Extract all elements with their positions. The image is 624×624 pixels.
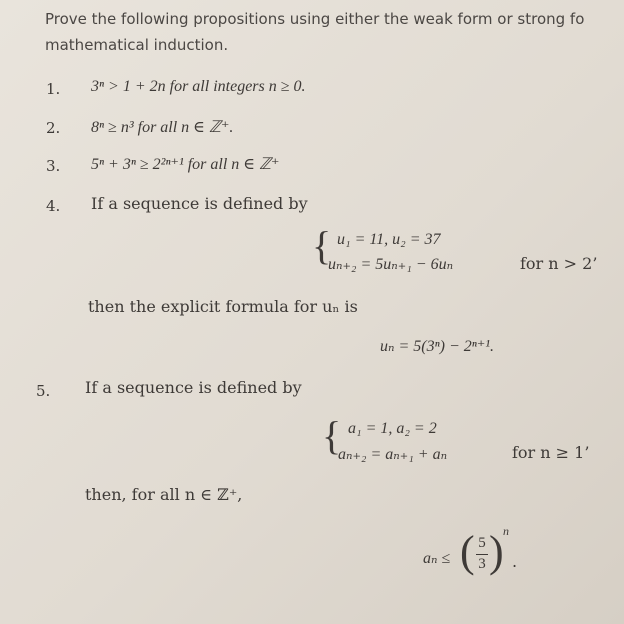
item-2-number: 2. — [46, 119, 61, 137]
item-5-brace: { — [322, 413, 342, 458]
left-paren: ( — [460, 527, 475, 576]
item-4-number: 4. — [46, 197, 61, 215]
item-5-system-line-1: a₁ = 1, a₂ = 2 — [348, 420, 437, 437]
fraction-bar — [476, 554, 488, 555]
item-4-condition: for n > 2’ — [520, 254, 598, 273]
item-5-then: then, for all n ∈ ℤ⁺, — [85, 485, 243, 504]
fraction-numerator: 5 — [478, 535, 486, 551]
item-4-brace: { — [312, 223, 332, 268]
item-4-formula: uₙ = 5(3ⁿ) − 2ⁿ⁺¹. — [380, 338, 495, 355]
item-3-number: 3. — [46, 157, 61, 175]
item-4-system-line-2: uₙ₊₂ = 5uₙ₊₁ − 6uₙ — [328, 256, 454, 273]
intro-line-1: Prove the following propositions using either the weak form or strong fo — [45, 10, 585, 28]
item-4-intro: If a sequence is defined by — [91, 194, 308, 213]
item-5-system-line-2: aₙ₊₂ = aₙ₊₁ + aₙ — [338, 446, 448, 463]
item-5-number: 5. — [36, 382, 51, 400]
intro-line-2: mathematical induction. — [45, 36, 229, 54]
power-exponent: n — [503, 524, 509, 538]
right-paren: ) — [489, 527, 504, 576]
item-5-condition: for n ≥ 1’ — [512, 443, 590, 462]
item-4-then: then the explicit formula for uₙ is — [88, 297, 358, 316]
item-4-system-line-1: u₁ = 11, u₂ = 37 — [337, 231, 441, 248]
item-5-intro: If a sequence is defined by — [85, 378, 302, 397]
item-2-statement: 8ⁿ ≥ n³ for all n ∈ ℤ⁺. — [91, 119, 234, 136]
item-1-number: 1. — [46, 80, 61, 98]
item-5-inequality-lhs: aₙ ≤ — [423, 550, 451, 567]
item-3-statement: 5ⁿ + 3ⁿ ≥ 2²ⁿ⁺¹ for all n ∈ ℤ⁺ — [91, 156, 280, 173]
fraction-denominator: 3 — [478, 556, 486, 572]
item-1-statement: 3ⁿ > 1 + 2n for all integers n ≥ 0. — [91, 78, 306, 95]
inequality-end: . — [512, 552, 518, 571]
